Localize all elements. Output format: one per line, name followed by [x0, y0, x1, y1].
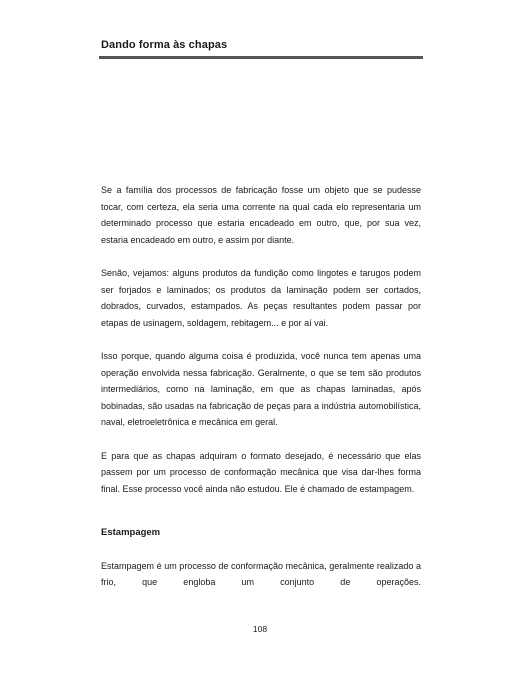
page-number: 108	[252, 624, 268, 634]
paragraph-4: E para que as chapas adquiram o formato desejado, é necessário que elas passem por um processo de conformação mecânica que visa dar-lhes forma final. Esse processo você ainda não estudou. Ele é chamado de estampagem.	[101, 450, 421, 494]
running-header-title: Dando forma às chapas	[101, 39, 228, 51]
paragraph-3: Isso porque, quando alguma coisa é produzida, você nunca tem apenas uma operação envolvida nessa fabricação. Geralmente, o que se tem são produtos intermediários, como na laminação, em que as chapas laminadas, após bobinadas, são usadas na fabricação de peças para a indústria automobilística, naval, eletroeletrônica e mecânica em geral.	[101, 350, 421, 428]
main-text	[101, 182, 421, 608]
section-paragraph: Estampagem é um processo de conformação mecânica, geralmente realizado a frio, que engloba um conjunto de operações.	[101, 560, 421, 588]
section-heading: Estampagem	[101, 527, 161, 539]
paragraph-1: Se a família dos processos de fabricação fosse um objeto que se pudesse tocar, com certeza, ela seria uma corrente na qual cada elo representaria um determinado processo que estaria encadeado em outro, que, por sua vez, estaria encadeado em outro, e assim por diante.	[101, 185, 421, 245]
header-rule	[99, 56, 423, 59]
paragraph-2: Senão, vejamos: alguns produtos da fundição como lingotes e tarugos podem ser forjados e laminados; os produtos da laminação podem ser cortados, dobrados, curvados, estampados. As peças resultantes podem passar por etapas de usinagem, soldagem, rebitagem... e por aí vai.	[101, 267, 421, 328]
